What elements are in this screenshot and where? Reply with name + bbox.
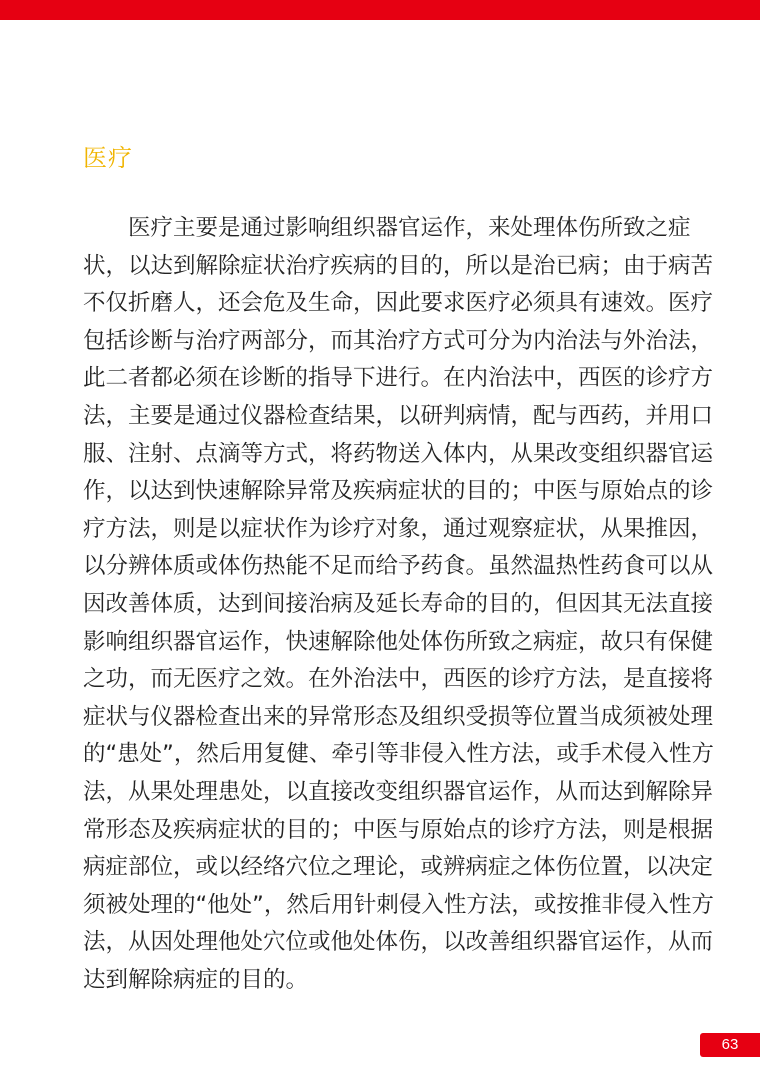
text-line: 疗方法，则是以症状作为诊疗对象，通过观察症状，从果推因， (83, 515, 714, 542)
text-line: 之功，而无医疗之效。在外治法中，西医的诊疗方法，是直接将 (83, 666, 714, 693)
text-line: 病症部位，或以经络穴位之理论，或辨病症之体伤位置，以决定 (83, 854, 714, 881)
text-line: 因改善体质，达到间接治病及延长寿命的目的，但因其无法直接 (83, 590, 714, 617)
text-line: 作，以达到快速解除异常及疾病症状的目的；中医与原始点的诊 (83, 478, 714, 505)
text-line: 包括诊断与治疗两部分，而其治疗方式可分为内治法与外治法， (83, 327, 714, 354)
page-number-badge: 63 (700, 1033, 760, 1057)
text-line: 症状与仪器检查出来的异常形态及组织受损等位置当成须被处理 (83, 703, 714, 730)
text-line: 法，主要是通过仪器检查结果，以研判病情，配与西药，并用口 (83, 402, 714, 429)
text-line: 不仅折磨人，还会危及生命，因此要求医疗必须具有速效。医疗 (83, 290, 714, 317)
text-line: 影响组织器官运作，快速解除他处体伤所致之病症，故只有保健 (83, 628, 714, 655)
text-line: 的“患处”，然后用复健、牵引等非侵入性方法，或手术侵入性方 (83, 741, 714, 768)
text-line: 须被处理的“他处”，然后用针刺侵入性方法，或按推非侵入性方 (83, 891, 714, 918)
body-paragraph (83, 210, 714, 999)
text-line: 服、注射、点滴等方式，将药物送入体内，从果改变组织器官运 (83, 440, 714, 467)
text-line: 状，以达到解除症状治疗疾病的目的，所以是治已病；由于病苦 (83, 252, 714, 279)
text-line: 医疗主要是通过影响组织器官运作，来处理体伤所致之症 (128, 215, 691, 241)
text-line: 此二者都必须在诊断的指导下进行。在内治法中，西医的诊疗方 (83, 365, 714, 392)
top-color-bar (0, 0, 760, 20)
text-line: 法，从果处理患处，以直接改变组织器官运作，从而达到解除异 (83, 778, 714, 805)
text-line: 达到解除病症的目的。 (83, 966, 309, 993)
text-line: 以分辨体质或体伤热能不足而给予药食。虽然温热性药食可以从 (83, 553, 714, 580)
text-line: 常形态及疾病症状的目的；中医与原始点的诊疗方法，则是根据 (83, 816, 714, 843)
section-title: 医疗 (83, 144, 133, 172)
text-line: 法，从因处理他处穴位或他处体伤，以改善组织器官运作，从而 (83, 929, 714, 956)
